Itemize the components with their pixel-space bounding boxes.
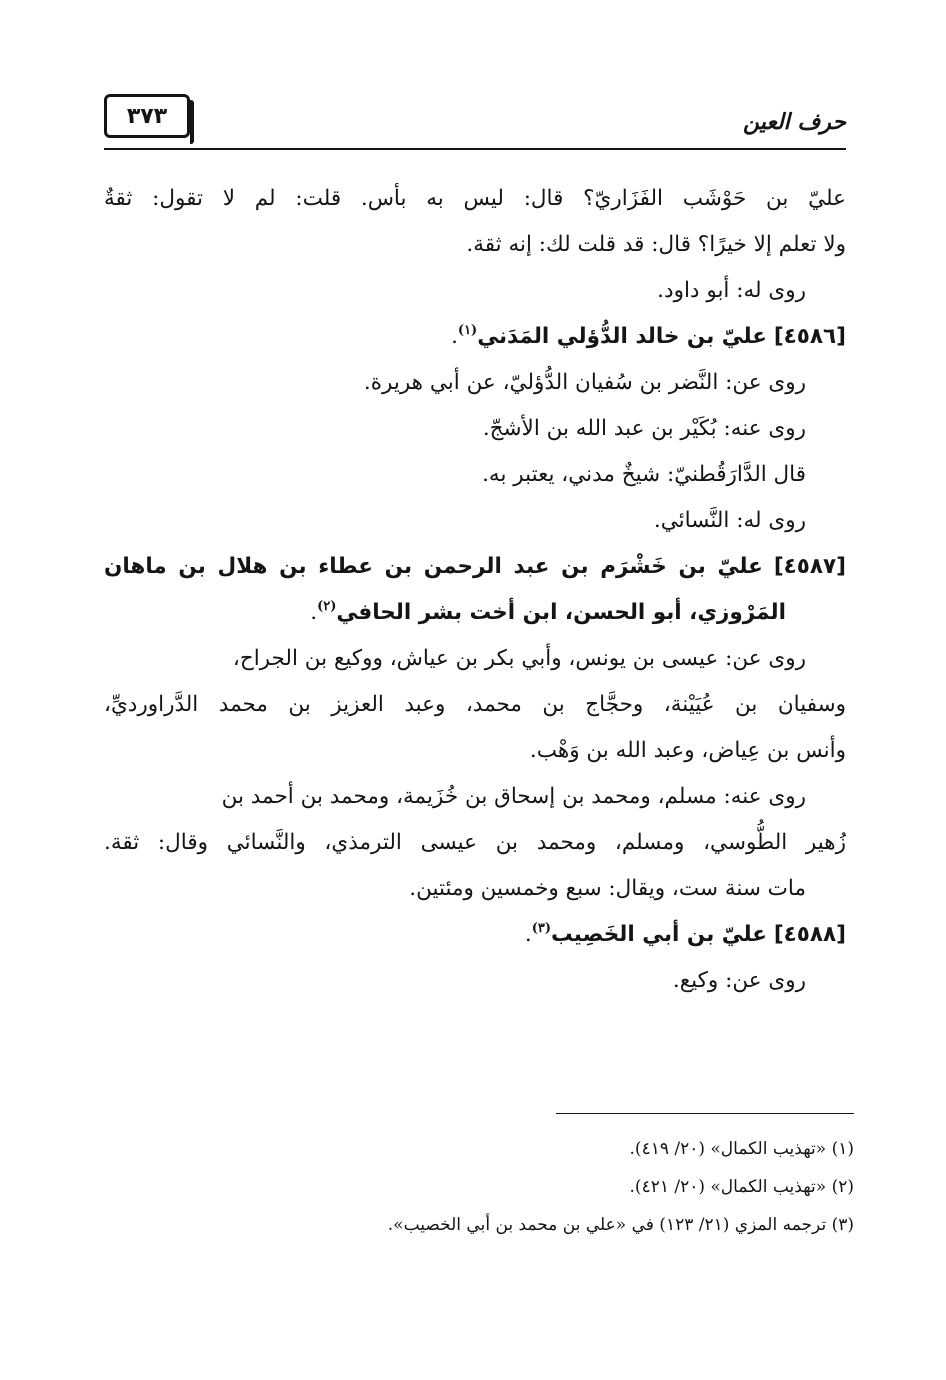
page-number: ٣٧٣ [104, 94, 190, 138]
main-text [104, 176, 846, 1004]
text-line: روى عن: النَّضر بن سُفيان الدُّؤليّ، عن أبي هريرة. [363, 370, 806, 395]
entry-number: [٤٥٨٧] [773, 554, 846, 579]
entry-heading-4587 [104, 544, 846, 590]
footnotes [94, 1130, 854, 1244]
text-line: عليّ بن حَوْشَب الفَزَاريّ؟ قال: ليس به بأس. قلت: لم لا تقول: ثقةٌ [104, 186, 846, 211]
footnote-marker[interactable]: (١) [457, 323, 478, 338]
footnote-marker[interactable]: (٢) [317, 599, 337, 614]
footnote-1: (١) «تهذيب الكمال» (٢٠/ ٤١٩). [629, 1139, 854, 1159]
text-line: روى عن: عيسى بن يونس، وأبي بكر بن عياش، ووكيع بن الجراح، [232, 646, 806, 671]
footnote-separator [556, 1113, 854, 1114]
text-line: ولا تعلم إلا خيرًا؟ قال: قد قلت لك: إنه ثقة. [466, 232, 846, 257]
entry-heading-4587-cont [104, 590, 846, 636]
entry-name: عليّ بن خالد الدُّؤلي المَدَني [477, 324, 767, 349]
text-line: قال الدَّارَقُطنيّ: شيخٌ مدني، يعتبر به. [482, 462, 806, 487]
text-line: زُهير الطُّوسي، ومسلم، ومحمد بن عيسى الترمذي، والنَّسائي وقال: ثقة. [104, 830, 846, 855]
entry-number: [٤٥٨٨] [773, 922, 846, 947]
entry-end: . [451, 324, 458, 349]
entry-number: [٤٥٨٦] [773, 324, 846, 349]
footnote-2: (٢) «تهذيب الكمال» (٢٠/ ٤٢١). [629, 1177, 854, 1197]
text-line: وسفيان بن عُيَيْنة، وحجَّاج بن محمد، وعبد العزيز بن محمد الدَّراورديِّ، [104, 692, 846, 717]
text-line: روى له: النَّسائي. [653, 508, 806, 533]
entry-name: المَرْوزي، أبو الحسن، ابن أخت بشر الحافي [336, 600, 786, 625]
entry-end: . [310, 600, 318, 625]
entry-name: عليّ بن أبي الخَصِيب [551, 922, 767, 947]
footnote-3: (٣) ترجمه المزي (٢١/ ١٢٣) في «علي بن محمد بن أبي الخصيب». [387, 1215, 854, 1235]
entry-end: . [524, 922, 532, 947]
footnote-marker[interactable]: (٣) [531, 921, 552, 936]
entry-name: عليّ بن خَشْرَم بن عبد الرحمن بن عطاء بن هلال بن ماهان [104, 554, 763, 579]
text-line: روى عنه: مسلم، ومحمد بن إسحاق بن خُزَيمة، ومحمد بن أحمد بن [221, 784, 806, 809]
text-line: روى له: أبو داود. [657, 278, 806, 303]
header-rule [104, 148, 846, 150]
text-line: مات سنة ست، ويقال: سبع وخمسين ومئتين. [409, 876, 806, 901]
text-line: وأنس بن عِياض، وعبد الله بن وَهْب. [529, 738, 846, 763]
text-line: روى عنه: بُكَيْر بن عبد الله بن الأشجّ. [482, 416, 806, 441]
text-line: روى عن: وكيع. [672, 968, 806, 993]
entry-heading-4588 [104, 912, 846, 958]
running-title: حرف العين [742, 110, 846, 135]
page-header [104, 94, 846, 150]
entry-heading-4586 [104, 314, 846, 360]
